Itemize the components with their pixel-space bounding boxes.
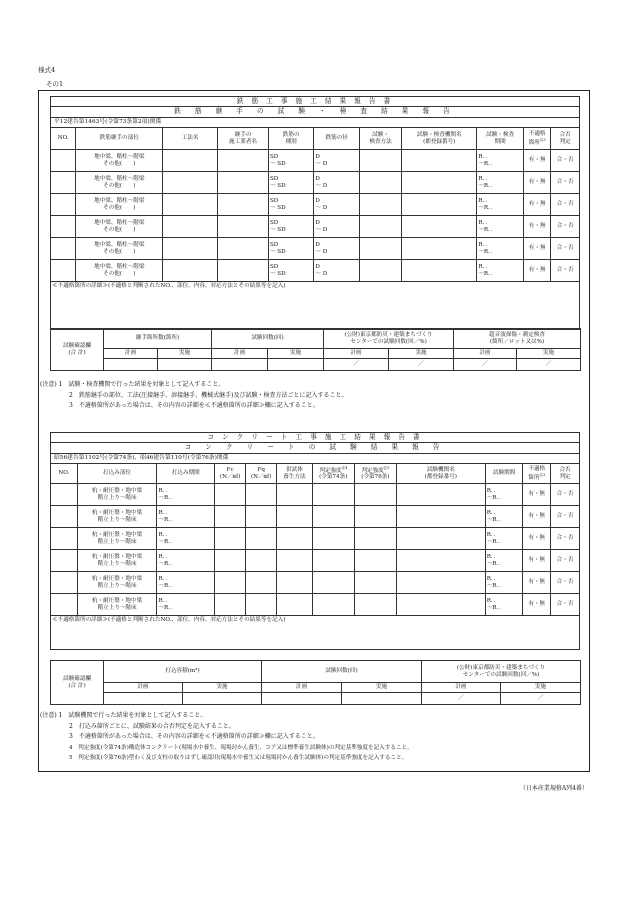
concrete-pour-cell[interactable]: R．． ～R．． [157,528,215,550]
rebar-lab-cell[interactable] [402,150,477,172]
rebar-confirm-tests: 試験回数(回) [212,329,324,349]
concrete-judge-cell[interactable]: 合・否 [551,528,580,550]
concrete-fc-cell[interactable] [215,572,246,594]
actual-label: 実施 [158,349,212,359]
rebar-defect-cell[interactable]: 有・無 [523,216,551,238]
concrete-defect-cell[interactable]: 有・無 [523,528,551,550]
concrete-fq-cell[interactable] [246,550,277,572]
rebar-site-cell[interactable]: 地中梁、階柱～階梁 その他( ) [76,260,163,282]
concrete-tests-actual-input[interactable] [342,693,422,705]
rebar-period-cell[interactable]: R．． ～R．． [477,150,524,172]
rebar-detail-field[interactable]: ≪不適格箇所の詳細≫(不適格と判断されたNO.、部位、内容、対応方法とその結果等を記入) [51,282,580,330]
rebar-header-type: 鉄筋の 種別 [268,128,313,150]
concrete-strength74-cell[interactable] [312,572,354,594]
rebar-no-cell[interactable] [51,172,76,194]
concrete-header-strength-74: 判定強度$^{注4}$ (令第74条) [312,464,354,484]
concrete-strength74-cell[interactable] [312,484,354,506]
rebar-no-cell[interactable] [51,216,76,238]
rebar-header-site: 鉄筋継手の部位 [76,128,163,150]
table-row [51,572,580,594]
rebar-site-cell[interactable]: 地中梁、階柱～階梁 その他( ) [76,172,163,194]
concrete-header-strength-76: 判定強度$^{注5}$ (令第76条) [354,464,396,484]
rebar-header-period: 試験・検査 期間 [477,128,524,150]
rebar-type-cell[interactable]: SD ～ SD [268,216,313,238]
concrete-lab-cell[interactable] [396,506,485,528]
concrete-header-no: NO. [51,464,78,484]
rebar-test-method-cell[interactable] [359,216,401,238]
concrete-sub-title: コ ン ク リ ー ト の 試 験 結 果 報 告 [51,443,580,454]
concrete-header-fc: Fc (N／㎟) [215,464,246,484]
concrete-strength76-cell[interactable] [354,550,396,572]
rebar-contractor-cell[interactable] [218,260,269,282]
rebar-header-lab: 試験・検査機関名 (都登録番号) [402,128,477,150]
concrete-volume-actual-input[interactable] [183,693,262,705]
rebar-site-cell[interactable]: 地中梁、階柱～階梁 その他( ) [76,194,163,216]
actual-label: 実施 [389,349,454,359]
rebar-contractor-cell[interactable] [218,238,269,260]
rebar-lab-cell[interactable] [402,172,477,194]
table-row [51,260,580,282]
rebar-diameter-cell[interactable]: D ～ D [314,216,359,238]
rebar-site-cell[interactable]: 地中梁、階柱～階梁 その他( ) [76,150,163,172]
rebar-judge-cell[interactable]: 合・否 [551,260,580,282]
rebar-center-plan-input[interactable]: ／ [324,359,389,371]
rebar-main-title: 鉄 筋 工 事 施 工 結 果 報 告 書 [51,97,580,107]
concrete-strength76-cell[interactable] [354,594,396,616]
rebar-test-method-cell[interactable] [359,194,401,216]
page-footer: （日本産業規格A列4番） [519,785,588,792]
rebar-judge-cell[interactable]: 合・否 [551,172,580,194]
concrete-main-title: コ ン ク リ ー ト 工 事 施 工 結 果 報 告 書 [51,433,580,443]
concrete-pour-cell[interactable]: R．． ～R．． [157,572,215,594]
concrete-header-fq: Fq (N／㎟) [246,464,277,484]
concrete-defect-cell[interactable]: 有・無 [523,550,551,572]
concrete-confirm-label: 試験確認欄 (合 計) [51,661,104,705]
concrete-site-cell[interactable]: 杭・耐圧盤・地中梁 階立上り～階床 [77,528,157,550]
concrete-confirm-table [50,660,581,705]
rebar-judge-cell[interactable]: 合・否 [551,216,580,238]
concrete-strength74-cell[interactable] [312,550,354,572]
concrete-strength74-cell[interactable] [312,506,354,528]
rebar-type-cell[interactable]: SD ～ SD [268,172,313,194]
rebar-header-defect: 不適格 箇所$^{注3}$ [523,128,551,150]
concrete-header-site: 打込み部位 [77,464,157,484]
concrete-fc-cell[interactable] [215,506,246,528]
concrete-detail-field[interactable]: ≪不適格箇所の詳細≫(不適格と判断されたNO.、部位、内容、対応方法とその結果等を記入) [51,616,580,650]
concrete-header-period: 試験期間 [485,464,523,484]
rebar-header-contractor: 継手の 施工業者名 [218,128,269,150]
rebar-note-2: 2 鉄筋継手の部位、工法(圧接継手、溶接継手、機械式継手)及び試験・検査方法ごとに記入すること。 [69,391,348,399]
rebar-site-cell[interactable]: 地中梁、階柱～階梁 その他( ) [76,238,163,260]
concrete-curing-cell[interactable] [277,506,312,528]
concrete-strength76-cell[interactable] [354,528,396,550]
rebar-joints-plan-input[interactable] [104,359,158,371]
rebar-period-cell[interactable]: R．． ～R．． [477,260,524,282]
concrete-notes [40,711,413,764]
concrete-defect-cell[interactable]: 有・無 [523,594,551,616]
concrete-lab-cell[interactable] [396,528,485,550]
rebar-test-method-cell[interactable] [359,150,401,172]
rebar-defect-cell[interactable]: 有・無 [523,194,551,216]
rebar-report-table [50,96,580,330]
concrete-no-cell[interactable] [51,550,78,572]
table-row [51,594,580,616]
rebar-method-cell[interactable] [163,260,218,282]
concrete-period-cell[interactable]: R．． ～R．． [485,528,523,550]
concrete-header-pour-period: 打込み期間 [157,464,215,484]
concrete-report-table [50,432,580,650]
rebar-no-cell[interactable] [51,194,76,216]
actual-label: 実施 [342,683,422,693]
concrete-no-cell[interactable] [51,528,78,550]
rebar-header-no: NO. [51,128,76,150]
concrete-center-plan-input[interactable]: ／ [422,693,501,705]
concrete-defect-cell[interactable]: 有・無 [523,484,551,506]
concrete-curing-cell[interactable] [277,550,312,572]
table-row [51,484,580,506]
concrete-strength76-cell[interactable] [354,506,396,528]
concrete-pour-cell[interactable]: R．． ～R．． [157,550,215,572]
concrete-fq-cell[interactable] [246,528,277,550]
table-row [51,238,580,260]
rebar-ultrasonic-actual-input[interactable]: ／ [517,359,581,371]
concrete-site-cell[interactable]: 杭・耐圧盤・地中梁 階立上り～階床 [77,594,157,616]
concrete-law: 昭56建告第1102号(令第74条)、昭46建告第110号(令第76条)関係 [51,454,580,464]
concrete-no-cell[interactable] [51,484,78,506]
concrete-note-1: (注意) 1 試験機関で行った結果を対象として記入すること。 [40,712,207,719]
concrete-strength74-cell[interactable] [312,528,354,550]
actual-label: 実施 [183,683,262,693]
rebar-method-cell[interactable] [163,194,218,216]
concrete-confirm-volume: 打込容積(m³) [104,661,262,683]
concrete-fc-cell[interactable] [215,484,246,506]
rebar-notes [40,380,348,412]
table-row [51,172,580,194]
rebar-header-judge: 合否 判定 [551,128,580,150]
plan-label: 計画 [324,349,389,359]
table-row [51,216,580,238]
rebar-contractor-cell[interactable] [218,150,269,172]
rebar-contractor-cell[interactable] [218,194,269,216]
rebar-diameter-cell[interactable]: D ～ D [314,260,359,282]
plan-label: 計画 [104,683,183,693]
concrete-period-cell[interactable]: R．． ～R．． [485,506,523,528]
rebar-no-cell[interactable] [51,260,76,282]
concrete-site-cell[interactable]: 杭・耐圧盤・地中梁 階立上り～階床 [77,550,157,572]
concrete-site-cell[interactable]: 杭・耐圧盤・地中梁 階立上り～階床 [77,572,157,594]
concrete-no-cell[interactable] [51,594,78,616]
rebar-confirm-joints: 継手箇所数(箇所) [104,329,212,349]
table-row [51,194,580,216]
concrete-header-defect: 不適格 箇所$^{注3}$ [523,464,551,484]
rebar-method-cell[interactable] [163,150,218,172]
concrete-fq-cell[interactable] [246,594,277,616]
rebar-type-cell[interactable]: SD ～ SD [268,194,313,216]
plan-label: 計画 [262,683,342,693]
rebar-defect-cell[interactable]: 有・無 [523,238,551,260]
rebar-period-cell[interactable]: R．． ～R．． [477,238,524,260]
rebar-lab-cell[interactable] [402,194,477,216]
plan-label: 計画 [454,349,517,359]
concrete-judge-cell[interactable]: 合・否 [551,484,580,506]
rebar-lab-cell[interactable] [402,260,477,282]
rebar-no-cell[interactable] [51,150,76,172]
rebar-note-1: (注意) 1 試験・検査機関で行った結果を対象として記入すること。 [40,381,225,388]
concrete-note-4: 4 判定強度(令第74条)構造体コンクリート(現場水中養生、現場封かん養生、コア又は標準養生試験体)の判定基準強度を記入すること。 [69,744,413,751]
concrete-pour-cell[interactable]: R．． ～R．． [157,506,215,528]
concrete-pour-cell[interactable]: R．． ～R．． [157,484,215,506]
rebar-contractor-cell[interactable] [218,172,269,194]
rebar-test-method-cell[interactable] [359,260,401,282]
concrete-volume-plan-input[interactable] [104,693,183,705]
rebar-tests-plan-input[interactable] [212,359,268,371]
rebar-defect-cell[interactable]: 有・無 [523,172,551,194]
concrete-note-5: 5 判定強度(令第76条)型わく及び支柱の取りはずし確認用(現場水中養生又は現場封かん養生試験体)の判定基準強度を記入すること。 [69,755,408,761]
concrete-judge-cell[interactable]: 合・否 [551,550,580,572]
concrete-fc-cell[interactable] [215,594,246,616]
concrete-lab-cell[interactable] [396,572,485,594]
concrete-judge-cell[interactable]: 合・否 [551,572,580,594]
concrete-period-cell[interactable]: R．． ～R．． [485,484,523,506]
concrete-lab-cell[interactable] [396,484,485,506]
concrete-header-lab: 試験機関名 (都登録番号) [396,464,485,484]
rebar-test-method-cell[interactable] [359,238,401,260]
actual-label: 実施 [501,683,581,693]
concrete-note-3: 3 不適格箇所があった場合は、その内容の詳細を≪不適格箇所の詳細≫欄に記入すること。 [69,733,319,740]
rebar-law: 平12建告第1463号(令第73条第2項)関係 [51,118,580,128]
concrete-center-actual-input[interactable]: ／ [501,693,581,705]
table-row [51,550,580,572]
actual-label: 実施 [517,349,581,359]
rebar-method-cell[interactable] [163,238,218,260]
rebar-method-cell[interactable] [163,216,218,238]
concrete-strength74-cell[interactable] [312,594,354,616]
concrete-site-cell[interactable]: 杭・耐圧盤・地中梁 階立上り～階床 [77,484,157,506]
rebar-site-cell[interactable]: 地中梁、階柱～階梁 その他( ) [76,216,163,238]
concrete-period-cell[interactable]: R．． ～R．． [485,550,523,572]
rebar-period-cell[interactable]: R．． ～R．． [477,194,524,216]
plan-label: 計画 [104,349,158,359]
concrete-note-2: 2 打込み箇所ごとに、試験結果の合否判定を記入すること。 [69,722,235,730]
rebar-period-cell[interactable]: R．． ～R．． [477,216,524,238]
concrete-curing-cell[interactable] [277,594,312,616]
table-row [51,506,580,528]
rebar-defect-cell[interactable]: 有・無 [523,150,551,172]
rebar-method-cell[interactable] [163,172,218,194]
concrete-pour-cell[interactable]: R．． ～R．． [157,594,215,616]
rebar-judge-cell[interactable]: 合・否 [551,238,580,260]
rebar-diameter-cell[interactable]: D ～ D [314,172,359,194]
concrete-no-cell[interactable] [51,572,78,594]
table-row [51,150,580,172]
rebar-judge-cell[interactable]: 合・否 [551,194,580,216]
rebar-header-diameter: 鉄筋の径 [314,128,359,150]
concrete-curing-cell[interactable] [277,528,312,550]
concrete-confirm-tests: 試験回数(回) [262,661,422,683]
concrete-period-cell[interactable]: R．． ～R．． [485,594,523,616]
rebar-sub-title: 鉄 筋 継 手 の 試 験 ・ 検 査 結 果 報 告 [51,107,580,118]
concrete-fq-cell[interactable] [246,506,277,528]
concrete-period-cell[interactable]: R．． ～R．． [485,572,523,594]
concrete-lab-cell[interactable] [396,594,485,616]
rebar-diameter-cell[interactable]: D ～ D [314,150,359,172]
rebar-judge-cell[interactable]: 合・否 [551,150,580,172]
table-row [51,528,580,550]
concrete-defect-cell[interactable]: 有・無 [523,506,551,528]
rebar-header-test-method: 試験・ 検査方法 [359,128,401,150]
concrete-fc-cell[interactable] [215,550,246,572]
plan-label: 計画 [422,683,501,693]
rebar-type-cell[interactable]: SD ～ SD [268,238,313,260]
concrete-confirm-center: (公財)東京都防災・建築まちづくり センターでの試験回数(回／%) [422,661,581,683]
concrete-header-judge: 合否 判定 [551,464,580,484]
concrete-curing-cell[interactable] [277,572,312,594]
plan-label: 計画 [212,349,268,359]
sono-label: その1 [46,80,64,88]
concrete-fc-cell[interactable] [215,528,246,550]
rebar-contractor-cell[interactable] [218,216,269,238]
concrete-no-cell[interactable] [51,506,78,528]
rebar-type-cell[interactable]: SD ～ SD [268,150,313,172]
rebar-center-actual-input[interactable]: ／ [389,359,454,371]
concrete-header-curing: 供試体 養生方法 [277,464,312,484]
concrete-fq-cell[interactable] [246,572,277,594]
actual-label: 実施 [268,349,324,359]
concrete-tests-plan-input[interactable] [262,693,342,705]
rebar-joints-actual-input[interactable] [158,359,212,371]
rebar-type-cell[interactable]: SD ～ SD [268,260,313,282]
concrete-judge-cell[interactable]: 合・否 [551,594,580,616]
rebar-ultrasonic-plan-input[interactable]: ／ [454,359,517,371]
rebar-test-method-cell[interactable] [359,172,401,194]
rebar-period-cell[interactable]: R．． ～R．． [477,172,524,194]
rebar-defect-cell[interactable]: 有・無 [523,260,551,282]
concrete-curing-cell[interactable] [277,484,312,506]
rebar-tests-actual-input[interactable] [268,359,324,371]
rebar-diameter-cell[interactable]: D ～ D [314,238,359,260]
rebar-confirm-ultrasonic: 超音波探傷・測定検査 (箇所／ロット又は%) [454,329,581,349]
rebar-header-method: 工法名 [163,128,218,150]
concrete-judge-cell[interactable]: 合・否 [551,506,580,528]
rebar-lab-cell[interactable] [402,238,477,260]
concrete-fq-cell[interactable] [246,484,277,506]
form-number: 様式4 [38,66,56,74]
rebar-confirm-label: 試験確認欄 (合 計) [51,329,104,371]
concrete-site-cell[interactable]: 杭・耐圧盤・地中梁 階立上り～階床 [77,506,157,528]
concrete-strength76-cell[interactable] [354,484,396,506]
concrete-lab-cell[interactable] [396,550,485,572]
rebar-no-cell[interactable] [51,238,76,260]
concrete-strength76-cell[interactable] [354,572,396,594]
rebar-diameter-cell[interactable]: D ～ D [314,194,359,216]
rebar-confirm-table [50,328,581,371]
rebar-lab-cell[interactable] [402,216,477,238]
concrete-defect-cell[interactable]: 有・無 [523,572,551,594]
rebar-note-3: 3 不適格箇所があった場合は、その内容の詳細を≪不適格箇所の詳細≫欄に記入すること。 [69,402,319,409]
rebar-confirm-center: (公財)東京都防災・建築まちづくり センターでの試験回数(回／%) [324,329,454,349]
